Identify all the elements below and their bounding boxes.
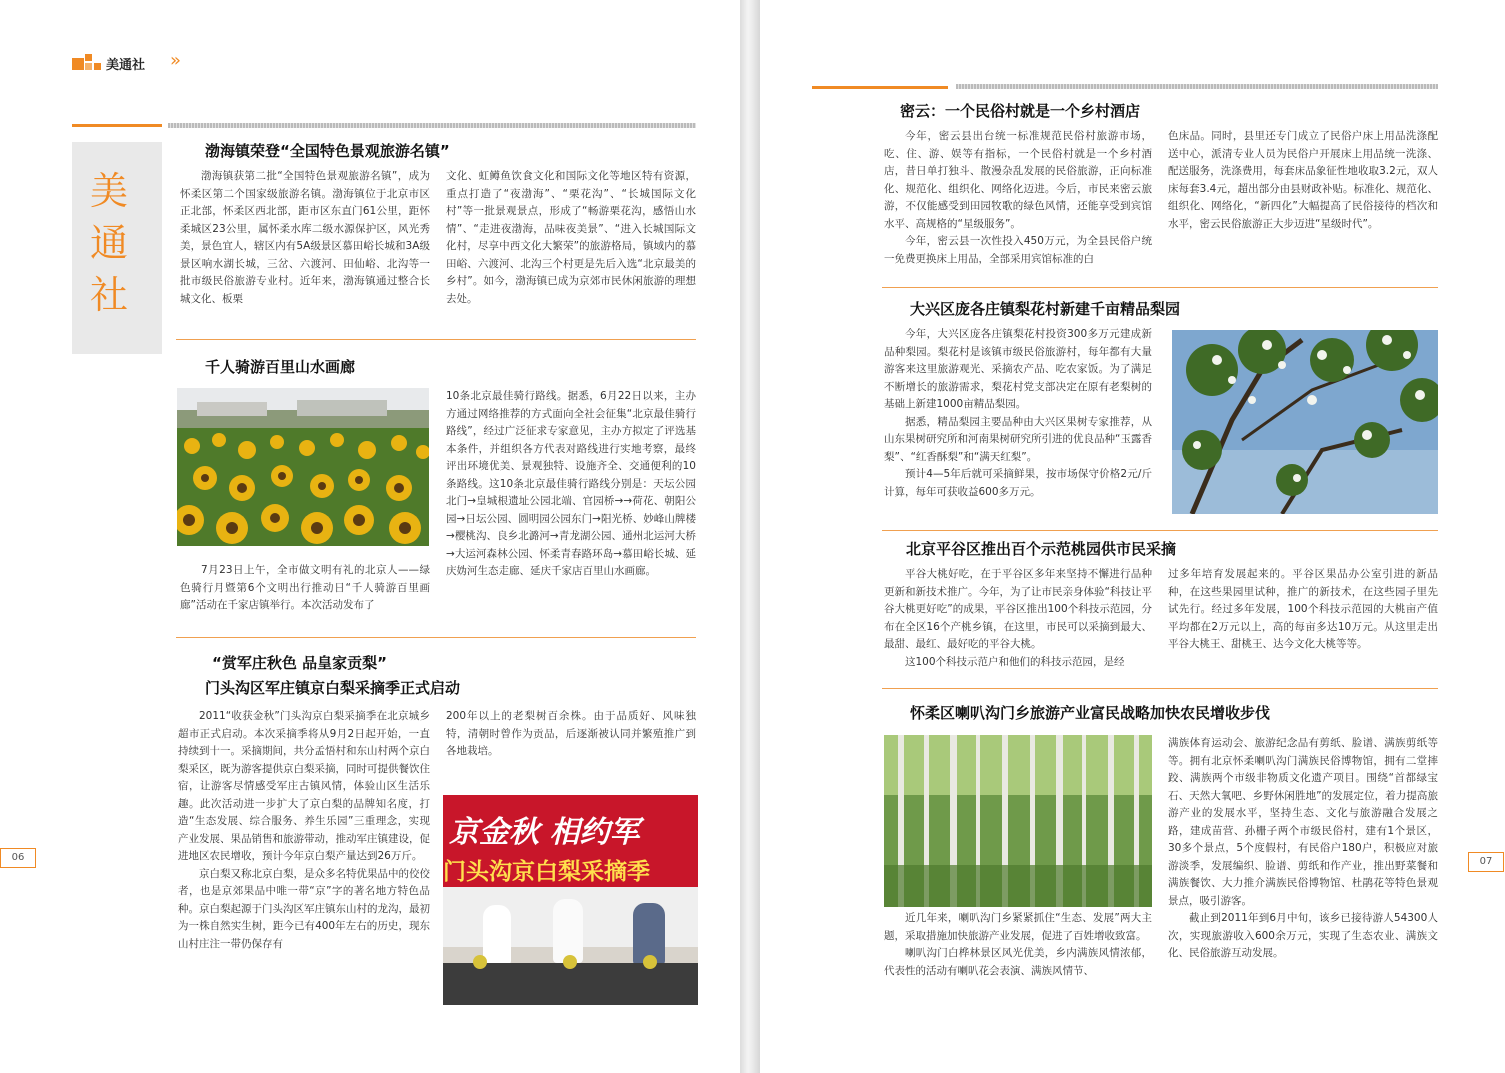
pear-fruit [473, 955, 487, 969]
paragraph: 2011“收获金秋”门头沟京白梨采摘季在北京城乡超市正式启动。本次采摘季将从9月2日起开始，一直持续到十一。采摘期间，共分孟悟村和东山村两个京白梨采区，既为游客提供京白梨采摘，同时可提供餐饮住宿，让游客尽情感受军庄古镇风情，体验山区生活乐趣。此次活动进一步扩大了京白梨的品牌知名度，打造“生态发展、综合服务、养生乐园”三重理念，实现产业发展、果品销售和旅游带动，推动军庄镇建设，促进地区农民增收，预计今年京白梨产量达到26万斤。 [178, 710, 430, 862]
article-title-line2: 门头沟区军庄镇京白梨采摘季正式启动 [205, 679, 461, 697]
article-title-line1: “赏军庄秋色 品皇家贡梨” [212, 654, 387, 672]
pear-blossom-image [1172, 330, 1438, 514]
article-title: 怀柔区喇叭沟门乡旅游产业富民战略加快农民增收步伐 [910, 704, 1271, 722]
article-title: 北京平谷区推出百个示范桃园供市民采摘 [906, 540, 1177, 558]
person-figure [483, 905, 511, 965]
paragraph: 截止到2011年到6月中旬，该乡已接待游人54300人次，实现旅游收入600余万元，实现了生态农业、满族文化、民俗旅游互动发展。 [1168, 912, 1438, 959]
article-title: 大兴区庞各庄镇梨花村新建千亩精品梨园 [910, 300, 1181, 318]
article-body-col2 [1168, 128, 1438, 278]
article-body-col1 [178, 708, 430, 1006]
paragraph: 预计4—5年后就可采摘鲜果，按市场保守价格2元/斤计算，每年可获收益600多万元。 [884, 468, 1152, 498]
pear-festival-photo [443, 795, 698, 1005]
paragraph: 这100个科技示范户和他们的科技示范园，是经 [905, 655, 1125, 668]
article-title: 渤海镇荣登“全国特色景观旅游名镇” [205, 142, 450, 160]
paragraph: 渤海镇获第二批“全国特色景观旅游名镇”，成为怀柔区第二个国家级旅游名镇。渤海镇位于北京市区正北部，怀柔区西北部，距市区东直门61公里，距怀柔城区23公里，属怀柔水库二级水源保护区，风光秀美，景色宜人，辖区内有5A级景区慕田峪长城和3A级景区响水湖长城，三岔、六渡河、田仙峪、北沟等一批市级民俗旅游专业村。近年来，渤海镇通过整合长城文化、板栗 [180, 170, 430, 305]
top-rule-orange [72, 124, 162, 127]
paragraph: 文化、虹鳟鱼饮食文化和国际文化等地区特有资源，重点打造了“夜渤海”、“栗花沟”、“长城国际文化村”等一批景观景点，形成了“畅游栗花沟，感悟山水情”、“走进夜渤海，品味夜美景”、“进入长城国际文化村，尽享中西文化大繁荣”的旅游格局，镇域内的慕田峪、六渡河、北沟三个村更是先后入选“北京最美的乡村”。如今，渤海镇已成为京郊市民休闲旅游的理想去处。 [446, 170, 696, 305]
divider [882, 688, 1438, 689]
paragraph: 平谷大桃好吃，在于平谷区多年来坚持不懈进行品种更新和新技术推广。今年，为了让市民亲身体验“科技让平谷大桃更好吃”的成果，平谷区推出100个科技示范园，分布在全区16个产桃乡镇，在这里，市民可以采摘到最大、最甜、最红、最好吃的平谷大桃。 [884, 568, 1152, 650]
divider [176, 637, 696, 638]
photo-caption [180, 562, 430, 617]
pear-fruit [563, 955, 577, 969]
article-body [884, 326, 1152, 522]
article-body-col1 [884, 910, 1152, 1005]
top-rule-orange [812, 86, 948, 89]
paragraph: 10条北京最佳骑行路线。据悉，6月22日以来，主办方通过网络推荐的方式面向全社会征集“北京最佳骑行路线”，经过广泛征求专家意见，主办方拟定了评选基本条件，并组织各方代表对路线进行实地考察，最终评出环境优美、景观独特、设施齐全、交通便利的10条路线。这10条北京最佳骑行路线分别是：天坛公园北门→皇城根遗址公园北端、官园桥→→荷花、朝阳公园→日坛公园、圆明园公园东门→阳光桥、妙峰山牌楼→樱桃沟、良乡北潞河→青龙湖公园、通州北运河大桥→大运河森林公园、怀柔青春路环岛→慕田峪长城、延庆妫河生态走廊、延庆千家店百里山水画廊。 [446, 390, 696, 577]
article-body-col1 [884, 566, 1152, 678]
page-number-left: 06 [0, 848, 36, 868]
birch-forest-photo [884, 735, 1152, 907]
paragraph: 近几年来，喇叭沟门乡紧紧抓住“生态、发展”两大主题，采取措施加快旅游产业发展，促进了百姓增收致富。 [884, 912, 1152, 942]
article-body-col1 [180, 168, 430, 326]
article-title: 千人骑游百里山水画廊 [205, 358, 356, 376]
paragraph: 今年，密云县出台统一标准规范民俗村旅游市场，吃、住、游、娱等有指标，一个民俗村就是一个乡村酒店，昔日单打独斗、散漫杂乱发展的民俗旅游，正向标准化、规范化、组织化、网络化迈进。今后，市民来密云旅游，不仅能感受到田园牧歌的绿色风情，还能享受到宾馆水平、高规格的“星级服务”。 [884, 130, 1152, 230]
paragraph: 京白梨又称北京白梨，是众多名特优果品中的佼佼者，也是京郊果品中唯一带“京”字的著名地方特色品种。京白梨起源于门头沟区军庄镇东山村的龙沟，最初为一株自然实生树，距今已有400年左右的历史，现东山村庄注一带仍保存有 [178, 867, 430, 950]
paragraph: 喇叭沟门白桦林景区风光优美，乡内满族风情浓郁，代表性的活动有喇叭花会表演、满族风情节、 [884, 947, 1152, 977]
paragraph: 200年以上的老梨树百余株。由于品质好、风味独特，清朝时曾作为贡品，后逐渐被认同并繁殖推广到各地栽培。 [446, 710, 696, 757]
page-number-right: 07 [1468, 852, 1504, 872]
article-body-col1 [884, 128, 1152, 278]
article-body-col2 [446, 708, 696, 763]
paragraph: 据悉，精品梨园主要品种由大兴区果树专家推荐，从山东果树研究所和河南果树研究所引进的优良品种“玉露香梨”、“红香酥梨”和“满天红梨”。 [884, 415, 1152, 463]
article-body-col2 [446, 388, 696, 616]
pear-fruit [643, 955, 657, 969]
left-page [0, 0, 740, 1073]
banner-text-line1: 京金秋 相约军 [449, 815, 640, 850]
display-table [443, 963, 698, 1005]
paragraph: 今年，密云县一次性投入450万元，为全县民俗户统一免费更换床上用品，全部采用宾馆标准的白 [884, 235, 1152, 265]
paragraph: 过多年培育发展起来的。平谷区果品办公室引进的新品种，在这些果园里试种，推广的新技术，在这些园子里先试先行。经过多年发展，100个科技示范园的大桃亩产值平均都在2万元以上，高的每亩多达10万元。从这里走出平谷大桃王、甜桃王、达今文化大桃等等。 [1168, 568, 1438, 650]
side-label-char-2: 通 [90, 221, 129, 265]
pear-blossom-photo [1172, 330, 1438, 514]
paragraph: 满族体育运动会、旅游纪念品有剪纸、脸谱、满族剪纸等等。拥有北京怀柔喇叭沟门满族民俗博物馆，拥有二堂摔跤、满族两个市级非物质文化遗产项目。围绕“首都绿宝石、天然大氧吧、乡野休闲胜地”的发展定位，着力提高旅游产业的发展水平，坚持生态、文化与旅游融合发展之路，建成苗营、孙栅子两个市级民俗村，建有1个景区，30多个景点，5个度假村，有民俗户180户，积极应对旅游淡季，发展编织、脸谱、剪纸和作产业，推出野菜餐和满族餐饮、大力推介满族民俗博物馆、杜鹃花等特色景观景点，吸引游客。 [1168, 737, 1438, 907]
person-figure [553, 899, 583, 963]
divider [882, 530, 1438, 531]
top-rule-grey [168, 123, 696, 128]
side-label-char-1: 美 [90, 169, 129, 213]
article-body-col2 [1168, 735, 1438, 1007]
article-body-col2 [446, 168, 696, 326]
paragraph: 今年，大兴区庞各庄镇梨花村投资300多万元建成新品种梨园。梨花村是该镇市级民俗旅游村，每年都有大量游客来这里旅游观光、采摘农产品、吃农家饭。为了满足不断增长的旅游需求，梨花村党支部决定在原有老梨树的基础上新建1000亩精品梨园。 [884, 328, 1152, 410]
divider [882, 287, 1438, 288]
section-logo-icon [72, 54, 102, 70]
sunflower-field-image [177, 388, 429, 546]
article-title: 密云：一个民俗村就是一个乡村酒店 [900, 102, 1141, 120]
paragraph: 7月23日上午，全市做文明有礼的北京人——绿色骑行月暨第6个文明出行推动日“千人骑游百里画廊”活动在千家店镇举行。本次活动发布了 [180, 564, 430, 611]
sunflower-photo [177, 388, 429, 546]
divider [176, 339, 696, 340]
chevron-double-icon: » [170, 50, 182, 71]
side-label-char-3: 社 [90, 273, 129, 317]
right-page [760, 0, 1505, 1073]
banner-text-line2: 门头沟京白梨采摘季 [443, 859, 650, 885]
paragraph: 色床品。同时，县里还专门成立了民俗户床上用品洗涤配送中心，派清专业人员为民俗户开展床上用品统一洗涤、配送服务，洗涤费用，每套床品象征性地收取3.2元，双人床每套3.4元，超出部分由县财政补贴。标准化、规范化、组织化、网络化，“新四化”大幅提高了民俗接待的档次和水平，密云民俗旅游正大步迈进“星级时代”。 [1168, 130, 1438, 230]
book-spine [740, 0, 760, 1073]
section-label: 美通社 [106, 58, 146, 73]
article-body-col2 [1168, 566, 1438, 678]
birch-forest-image [884, 735, 1152, 907]
top-rule-grey [956, 84, 1438, 89]
